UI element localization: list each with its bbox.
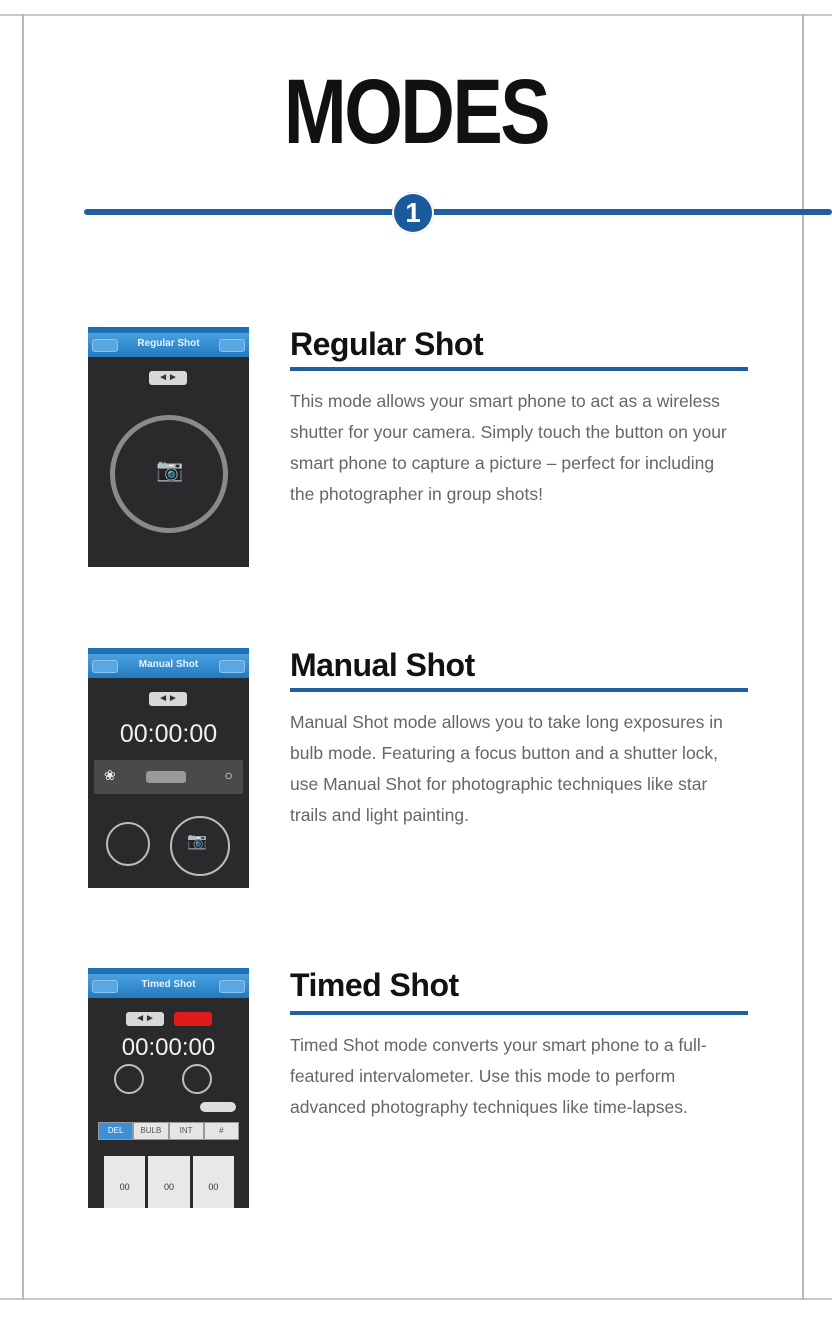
switch-icon bbox=[149, 371, 187, 385]
switch-icon bbox=[126, 1012, 164, 1026]
wheel-column: 00 bbox=[148, 1156, 189, 1208]
wheel-column: 00 bbox=[193, 1156, 234, 1208]
nav-bar bbox=[88, 654, 249, 678]
switch-icon bbox=[149, 692, 187, 706]
small-ring bbox=[114, 1064, 144, 1094]
section-body: Manual Shot mode allows you to take long exposures in bulb mode. Featuring a focus button and a shutter lock, use Manual Shot for photographic techniques like star trails and light painting. bbox=[290, 712, 723, 825]
mode-segments bbox=[98, 1122, 239, 1140]
section-body: This mode allows your smart phone to act as a wireless shutter for your camera. Simply touch the button on your smart phone to capture a picture – perfect for including the photographer in group shots! bbox=[290, 391, 727, 504]
step-badge: 1 bbox=[392, 192, 434, 234]
nav-title: Timed Shot bbox=[141, 979, 196, 990]
lock-slider bbox=[146, 771, 186, 783]
time-wheel bbox=[104, 1156, 234, 1208]
nav-next-button bbox=[219, 339, 245, 352]
section-divider bbox=[290, 367, 748, 371]
title-divider bbox=[84, 209, 832, 215]
section-title: Manual Shot bbox=[290, 647, 475, 683]
camera-icon: 📷 bbox=[156, 457, 184, 482]
nav-next-button bbox=[219, 660, 245, 673]
lock-icon: ○ bbox=[224, 767, 233, 783]
segment: BULB bbox=[133, 1122, 168, 1140]
section-body: Timed Shot mode converts your smart phone to a full-featured intervalometer. Use this mode to perform advanced photography techniques like time-lapses. bbox=[290, 1035, 707, 1117]
segment: INT bbox=[169, 1122, 204, 1140]
reset-button bbox=[174, 1012, 212, 1026]
nav-next-button bbox=[219, 980, 245, 993]
manual-shot-screenshot bbox=[88, 648, 249, 888]
frame-right-line bbox=[802, 14, 804, 1300]
section-title: Regular Shot bbox=[290, 326, 484, 362]
frame-left-line bbox=[22, 14, 24, 1300]
toggle-switch bbox=[200, 1102, 236, 1112]
wheel-column: 00 bbox=[104, 1156, 145, 1208]
timer-readout: 00:00:00 bbox=[119, 720, 218, 748]
timed-shot-screenshot bbox=[88, 968, 249, 1208]
nav-title: Manual Shot bbox=[138, 659, 199, 670]
camera-icon: 📷 bbox=[187, 833, 207, 850]
page-title: MODES bbox=[283, 61, 549, 163]
nav-bar bbox=[88, 333, 249, 357]
frame-bottom-line bbox=[0, 1298, 832, 1300]
timer-readout: 00:00:00 bbox=[121, 1034, 216, 1061]
section-divider bbox=[290, 688, 748, 692]
control-panel bbox=[94, 760, 243, 794]
regular-shot-screenshot bbox=[88, 327, 249, 567]
section-divider bbox=[290, 1011, 748, 1015]
focus-icon: ❀ bbox=[104, 767, 116, 783]
shutter-ring bbox=[182, 1064, 212, 1094]
nav-bar bbox=[88, 974, 249, 998]
frame-top-line bbox=[0, 14, 832, 16]
segment: # bbox=[204, 1122, 239, 1140]
segment: DEL bbox=[98, 1122, 133, 1140]
section-title: Timed Shot bbox=[290, 967, 459, 1003]
nav-title: Regular Shot bbox=[137, 338, 200, 349]
small-ring bbox=[106, 822, 150, 866]
